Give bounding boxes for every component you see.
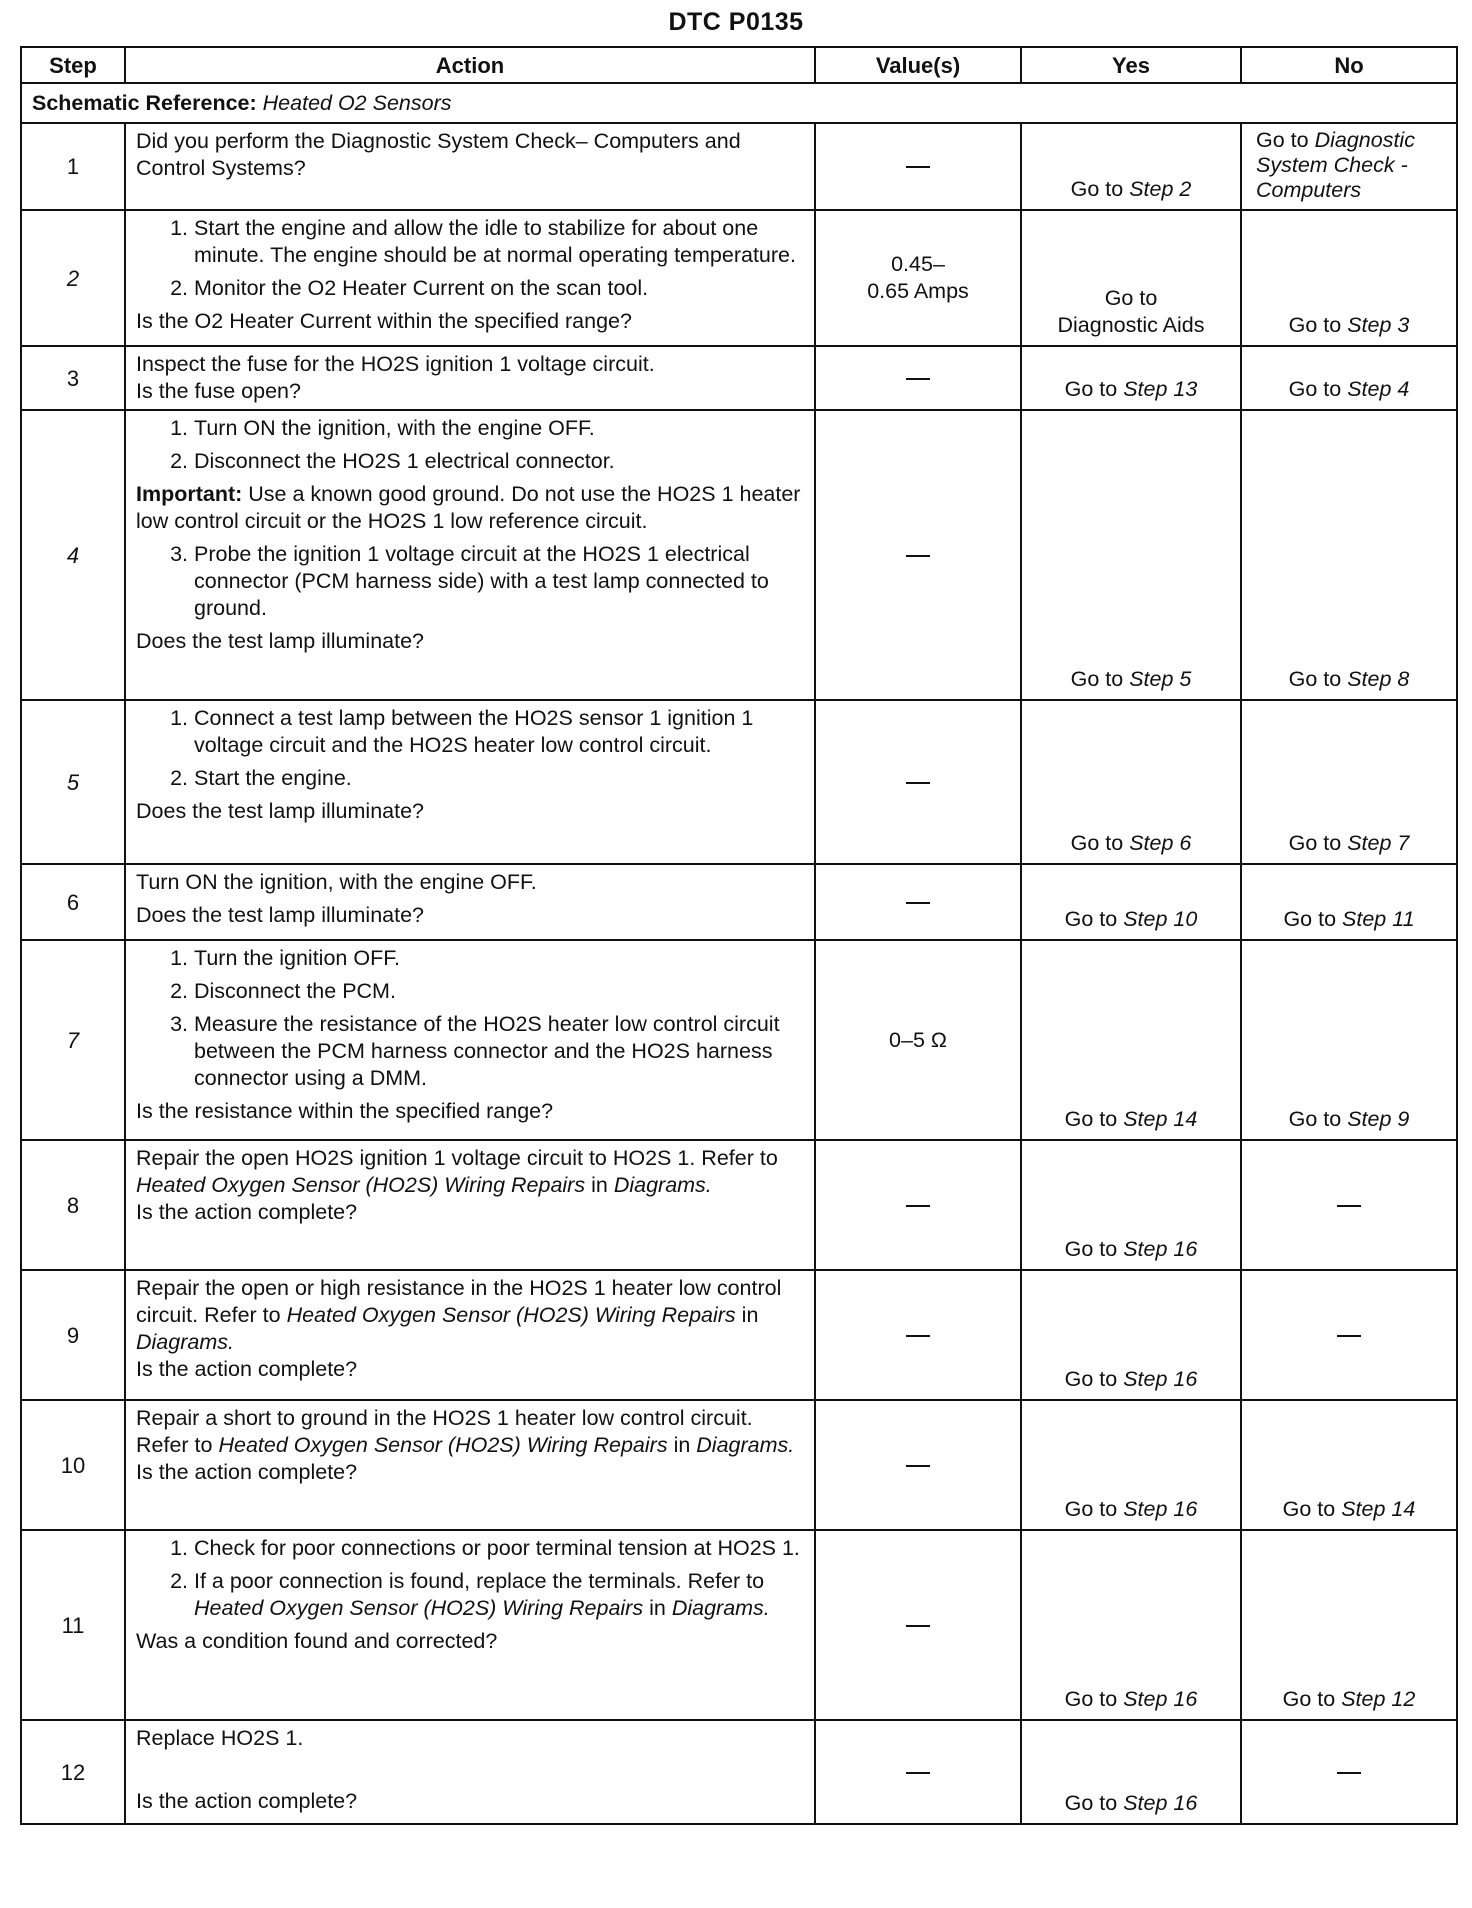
- yes-cell: Go to Step 16: [1021, 1400, 1241, 1530]
- table-row: [21, 410, 1457, 700]
- action-cell: Replace HO2S 1. Is the action complete?: [125, 1720, 815, 1824]
- no-cell: Go to Step 12: [1241, 1530, 1457, 1720]
- dash: [906, 1335, 930, 1337]
- value-cell: [815, 123, 1021, 210]
- yes-cell: Go to Step 16: [1021, 1720, 1241, 1824]
- no-cell: Go to Step 9: [1241, 940, 1457, 1140]
- dash: [1337, 1205, 1361, 1207]
- table-row: [21, 940, 1457, 1140]
- yes-cell: Go to Step 13: [1021, 346, 1241, 410]
- header-action: Action: [125, 47, 815, 83]
- table-row: [21, 700, 1457, 864]
- header-step: Step: [21, 47, 125, 83]
- step-number: 7: [21, 940, 125, 1140]
- value-cell: [815, 1270, 1021, 1400]
- step-number: 2: [21, 210, 125, 346]
- action-cell: Did you perform the Diagnostic System Check– Computers and Control Systems?: [125, 123, 815, 210]
- table-row: [21, 1270, 1457, 1400]
- value-cell: [815, 1400, 1021, 1530]
- no-cell: Go to Step 8: [1241, 410, 1457, 700]
- step-number: 3: [21, 346, 125, 410]
- dash: [906, 1465, 930, 1467]
- yes-cell: Go to Step 6: [1021, 700, 1241, 864]
- step-number: 10: [21, 1400, 125, 1530]
- no-cell: [1241, 1720, 1457, 1824]
- step-number: 9: [21, 1270, 125, 1400]
- yes-cell: Go to Step 16: [1021, 1140, 1241, 1270]
- yes-cell: Go to Step 2: [1021, 123, 1241, 210]
- yes-cell: Go to Diagnostic Aids: [1021, 210, 1241, 346]
- step-number: 1: [21, 123, 125, 210]
- action-cell: Repair the open HO2S ignition 1 voltage circuit to HO2S 1. Refer to Heated Oxygen Sensor (HO2S) Wiring Repairs in Diagrams. Is the action complete?: [125, 1140, 815, 1270]
- value-cell: [815, 346, 1021, 410]
- dash: [1337, 1772, 1361, 1774]
- yes-cell: Go to Step 10: [1021, 864, 1241, 940]
- value-cell: [815, 700, 1021, 864]
- step-number: 4: [21, 410, 125, 700]
- yes-cell: Go to Step 16: [1021, 1530, 1241, 1720]
- value-cell: 0.45– 0.65 Amps: [815, 210, 1021, 346]
- table-row: [21, 210, 1457, 346]
- table-row: [21, 346, 1457, 410]
- step-number: 6: [21, 864, 125, 940]
- schematic-reference: Schematic Reference: Heated O2 Sensors: [21, 83, 1457, 123]
- header-yes: Yes: [1021, 47, 1241, 83]
- step-number: 5: [21, 700, 125, 864]
- dash: [906, 782, 930, 784]
- action-cell: Turn ON the ignition, with the engine OFF. Does the test lamp illuminate?: [125, 864, 815, 940]
- step-number: 8: [21, 1140, 125, 1270]
- value-cell: [815, 410, 1021, 700]
- page-title: DTC P0135: [668, 8, 804, 36]
- step-number: 11: [21, 1530, 125, 1720]
- dash: [1337, 1335, 1361, 1337]
- table-row: [21, 1140, 1457, 1270]
- no-cell: Go to Step 7: [1241, 700, 1457, 864]
- action-cell: Repair the open or high resistance in the HO2S 1 heater low control circuit. Refer to Heated Oxygen Sensor (HO2S) Wiring Repairs in Diagrams. Is the action complete?: [125, 1270, 815, 1400]
- value-cell: [815, 1530, 1021, 1720]
- no-cell: Go to Step 3: [1241, 210, 1457, 346]
- action-cell: 1. Turn the ignition OFF. 2. Disconnect the PCM. 3. Measure the resistance of the HO2S heater low control circuit between the PCM harness connector and the HO2S harness connector using a DMM. Is the resistance within the specified range?: [125, 940, 815, 1140]
- action-cell: 1. Connect a test lamp between the HO2S sensor 1 ignition 1 voltage circuit and the HO2S heater low control circuit. 2. Start the engine. Does the test lamp illuminate?: [125, 700, 815, 864]
- action-cell: 1. Start the engine and allow the idle to stabilize for about one minute. The engine should be at normal operating temperature. 2. Monitor the O2 Heater Current on the scan tool. Is the O2 Heater Current within the specified range?: [125, 210, 815, 346]
- table-row: [21, 1720, 1457, 1824]
- yes-cell: Go to Step 5: [1021, 410, 1241, 700]
- no-cell: [1241, 1270, 1457, 1400]
- value-cell: [815, 1720, 1021, 1824]
- no-cell: Go to Step 11: [1241, 864, 1457, 940]
- action-cell: 1. Turn ON the ignition, with the engine OFF. 2. Disconnect the HO2S 1 electrical connector. Important: Use a known good ground. Do not use the HO2S 1 heater low control circuit or the HO2S 1 low reference circuit. 3. Probe the ignition 1 voltage circuit at the HO2S 1 electrical connector (PCM harness side) with a test lamp connected to ground. Does the test lamp illuminate?: [125, 410, 815, 700]
- header-row: [21, 47, 1457, 83]
- dash: [906, 555, 930, 557]
- dash: [906, 1205, 930, 1207]
- value-cell: 0–5 Ω: [815, 940, 1021, 1140]
- action-cell: Inspect the fuse for the HO2S ignition 1 voltage circuit. Is the fuse open?: [125, 346, 815, 410]
- step-number: 12: [21, 1720, 125, 1824]
- no-cell: Go to Step 4: [1241, 346, 1457, 410]
- action-cell: Repair a short to ground in the HO2S 1 heater low control circuit. Refer to Heated Oxygen Sensor (HO2S) Wiring Repairs in Diagrams. Is the action complete?: [125, 1400, 815, 1530]
- schematic-row: [21, 83, 1457, 123]
- header-no: No: [1241, 47, 1457, 83]
- dash: [906, 166, 930, 168]
- table-row: [21, 1530, 1457, 1720]
- table-row: [21, 1400, 1457, 1530]
- dash: [906, 902, 930, 904]
- value-cell: [815, 864, 1021, 940]
- yes-cell: Go to Step 14: [1021, 940, 1241, 1140]
- no-cell: Go to Step 14: [1241, 1400, 1457, 1530]
- diagnostic-table: [20, 46, 1458, 1825]
- yes-cell: Go to Step 16: [1021, 1270, 1241, 1400]
- action-cell: 1. Check for poor connections or poor terminal tension at HO2S 1. 2. If a poor connection is found, replace the terminals. Refer to Heated Oxygen Sensor (HO2S) Wiring Repairs in Diagrams. Was a condition found and corrected?: [125, 1530, 815, 1720]
- value-cell: [815, 1140, 1021, 1270]
- dash: [906, 1625, 930, 1627]
- no-cell: [1241, 1140, 1457, 1270]
- table-row: [21, 123, 1457, 210]
- dash: [906, 378, 930, 380]
- dash: [906, 1772, 930, 1774]
- header-values: Value(s): [815, 47, 1021, 83]
- table-row: [21, 864, 1457, 940]
- no-cell: Go to Diagnostic System Check - Computers: [1241, 123, 1457, 210]
